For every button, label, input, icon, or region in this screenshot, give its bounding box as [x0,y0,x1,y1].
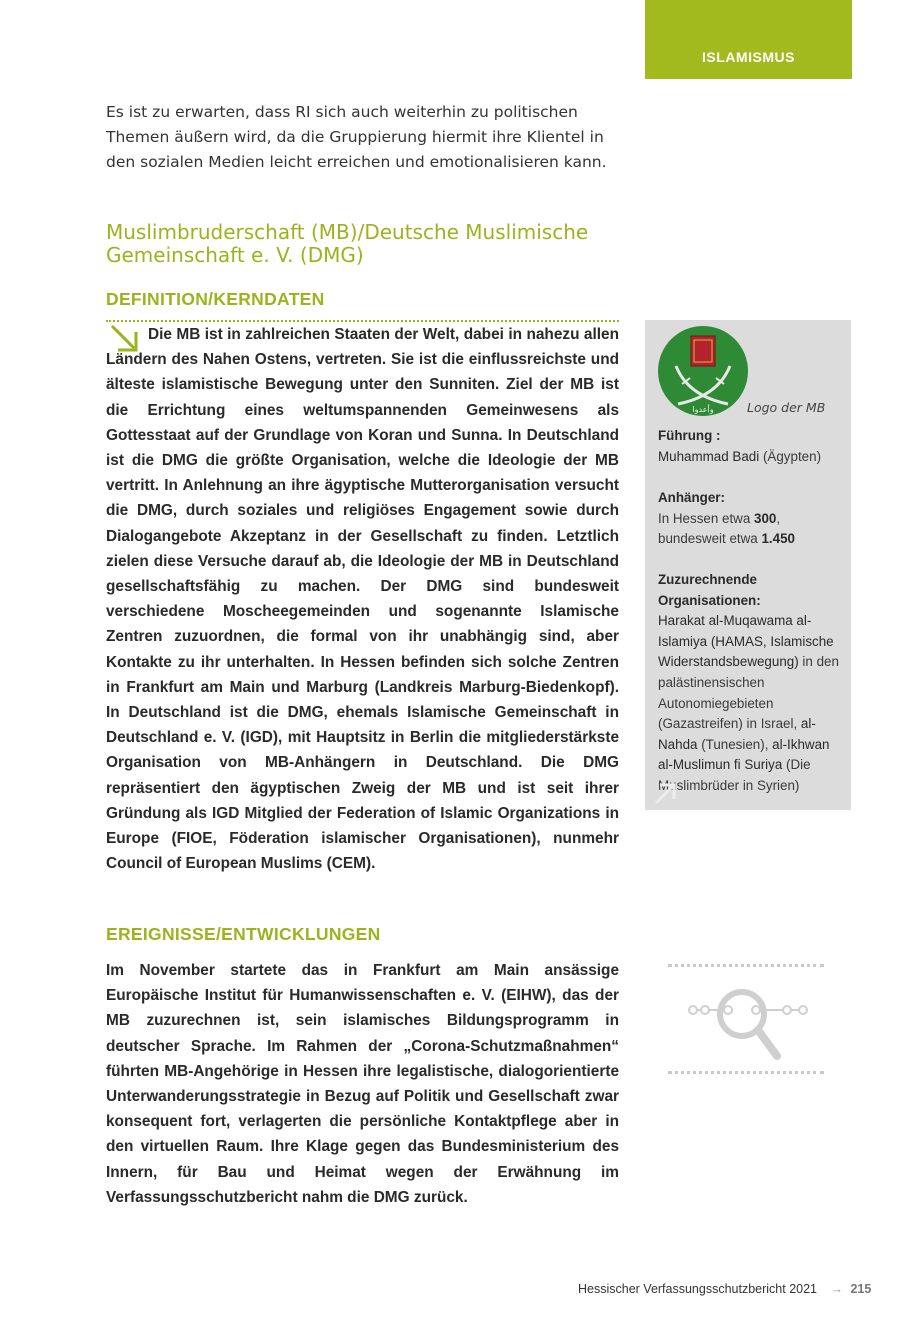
fact-sidebar [645,320,851,810]
intro-paragraph: Es ist zu erwarten, dass RI sich auch weiterhin zu politischen Themen äußern wird, da die Gruppierung hiermit ihre Klientel in den sozialen Medien leicht erreichen und emotionalisieren kann. [106,103,607,171]
search-network-icon [685,982,815,1062]
section-title: Muslimbruderschaft (MB)/Deutsche Muslimische Gemeinschaft e. V. (DMG) [106,220,589,267]
arrow-right-icon: → [830,1282,843,1296]
mb-logo-emblem [658,326,748,416]
leadership-name: Muhammad Badi [658,448,760,464]
org-hamas-desc: in den palästinensischen Autonomiegebieten (Gazastreifen) in Israel, [658,654,839,732]
events-heading: EREIGNISSE/ENTWICKLUNGEN [106,924,381,944]
arrow-up-right-icon [652,781,678,807]
definition-text: Die MB ist in zahlreichen Staaten der Welt, dabei in nahezu allen Ländern des Nahen Ostens, vertreten. Sie ist die einflussreichste und älteste islamistische Bewegung unter den Sunniten. Ziel der MB ist die Errichtung eines weltumspannenden Gemeinwesens als Gottesstaat auf der Grundlage von Koran und Sunna. In Deutschland ist die DMG die größte Organisation, welche die Ideologie der MB vertritt. In Anlehnung an ihre ägyptische Mutterorganisation versucht die DMG, durch soziales und religiöses Engagement sowie durch Dialogangebote Akzeptanz in der Gesellschaft zu finden. Letztlich zielen diese Versuche darauf ab, die Ideologie der MB in Deutschland gesellschaftsfähig zu machen. Der DMG sind bundesweit verschiedene Moscheegemeinden und sogenannte Islamische Zentren zuzuordnen, die formal von ihr unabhängig sind, aber Kontakte zu ihr unterhalten. In Hessen befinden sich solche Zentren in Frankfurt am Main und Marburg (Landkreis Marburg-Biedenkopf). In Deutschland ist die DMG, ehemals Islamische Gemeinschaft in Deutschland e. V. (IGD), mit Hauptsitz in Berlin die mitgliederstärkste Organisation von MB-Anhängern in Deutschland. Die DMG repräsentiert den ägyptischen Zweig der MB und ist seit ihrer Gründung als IGD Mitglied der Federation of Islamic Organizations in Europe (FIOE, Föderation islamischer Organisationen), nunmehr Council of European Muslims (CEM). [106,326,619,873]
footer-publication: Hessischer Verfassungsschutzbericht 2021 [578,1282,818,1296]
followers-federal-prefix: bundesweit etwa [658,531,758,547]
followers-hessen-value: 300 [754,510,777,526]
mb-logo [658,326,748,416]
page-footer [578,1282,871,1296]
section-tab [645,0,852,79]
mb-logo-script: وأعدوا [692,405,714,414]
leadership-country: (Ägypten) [762,448,822,464]
followers-federal-value: 1.450 [761,531,795,547]
leadership-label: Führung : [658,428,721,443]
followers-block: Anhänger: In Hessen etwa 300, bundesweit etwa 1.450 [658,490,795,547]
definition-heading: DEFINITION/KERNDATEN [106,289,325,309]
org-nahda-desc: (Tunesien), [701,736,769,752]
section-tab-label: ISLAMISMUS [702,49,795,65]
org-ikhwan-desc: (Die Muslimbrüder in Syrien) [658,757,811,793]
followers-label: Anhänger: [658,490,725,505]
dotted-separator-top [668,964,824,967]
org-hamas-name: Harakat al-Muqawama al-Islamiya (HAMAS, Islamische Widerstandsbewegung) [658,613,834,670]
followers-hessen-prefix: In Hessen etwa [658,510,751,526]
events-text: Im November startete das in Frankfurt am Main ansässige Europäische Institut für Humanwissenschaften e. V. (EIHW), das der MB zuzurechnen ist, sein islamisches Bildungsprogramm in deutscher Sprache. Im Rahmen der „Corona-Schutzmaßnahmen“ führten MB-Angehörige in Hessen ihre legalistische, dialogorientierte Unterwanderungsstrategie in Bezug auf Politik und Gesellschaft zwar konsequent fort, verlagerten die persönliche Kontaktpflege aber in den virtuellen Raum. Ihre Klage gegen das Bundesministerium des Innern, für Bau und Heimat wegen der Erwähnung im Verfassungsschutzbericht nahm die DMG zurück. [106,962,619,1206]
organisations-block [658,570,848,797]
page-number: 215 [850,1282,872,1296]
organisations-label: Zuzurechnende Organisationen: [658,572,761,608]
dotted-separator-bottom [668,1071,824,1074]
org-ikhwan-name: al-Ikhwan al-Muslimun fi Suriya [658,736,830,773]
logo-caption: Logo der MB [747,400,826,415]
leadership-block [658,426,848,467]
org-nahda-name: al-Nahda [658,716,816,752]
